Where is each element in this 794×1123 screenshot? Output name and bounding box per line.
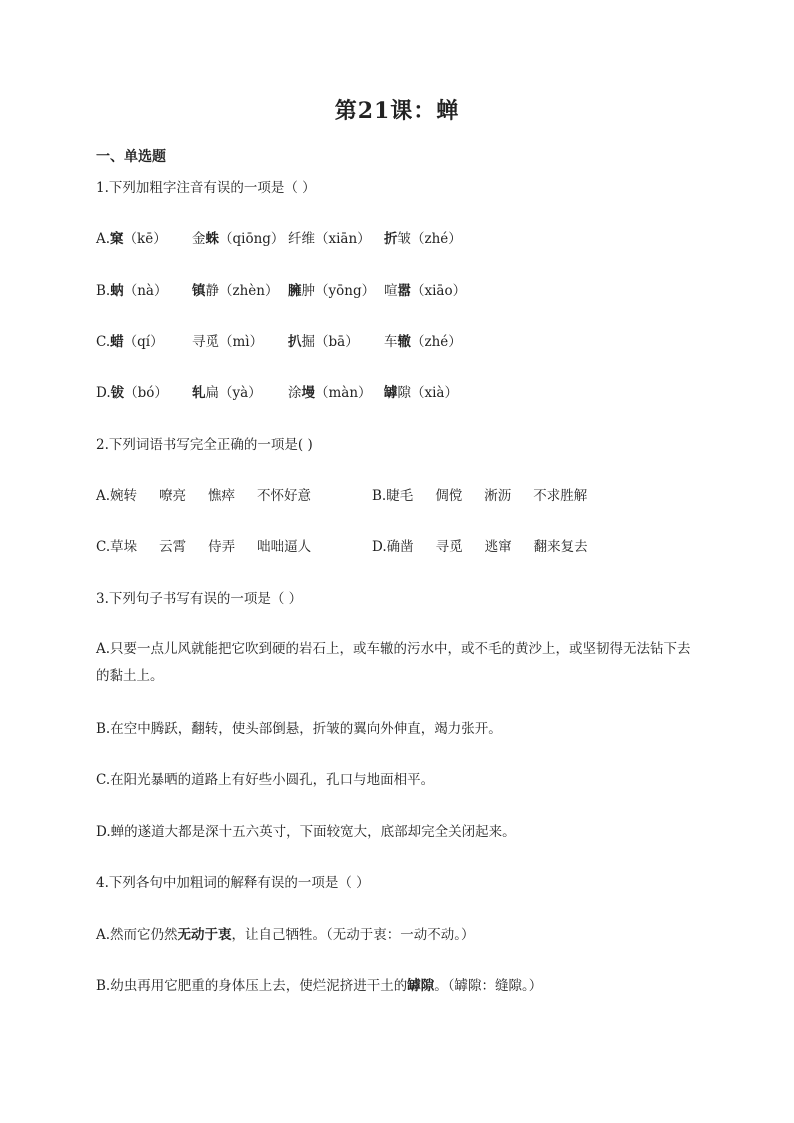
page-title: 第21课：蝉	[334, 98, 460, 124]
q3-option-c: C.在阳光暴晒的道路上有好些小圆孔，孔口与地面相平。	[96, 772, 435, 788]
q2-option-d	[372, 537, 610, 557]
q1-a-item-4: 折皱（zhé）	[384, 231, 462, 247]
question-4-stem: 4.下列各句中加粗词的解释有误的一项是（ ）	[96, 875, 370, 891]
q2-b-word-1: B.睫毛	[372, 488, 414, 504]
q2-a-word-4: 不怀好意	[257, 488, 312, 504]
q2-a-word-1: A.婉转	[96, 488, 138, 504]
q1-a-item-3: 纤维（xiān）	[288, 231, 371, 247]
q2-c-word-3: 侍弄	[208, 539, 236, 555]
q4-a-prefix: A.然而它仍然	[96, 927, 178, 943]
q1-b-item-4: 喧嚣（xiāo）	[384, 283, 467, 299]
q4-option-a	[96, 925, 475, 945]
question-2-stem: 2.下列词语书写完全正确的一项是( )	[96, 437, 313, 453]
q1-option-a	[96, 229, 462, 249]
q4-a-bold-term: 无动于衷	[177, 927, 232, 943]
q2-c-word-2: 云霄	[159, 539, 187, 555]
q1-c-item-3: 扒掘（bā）	[288, 334, 359, 350]
q2-option-a	[96, 486, 372, 506]
q4-b-prefix: B.幼虫再用它肥重的身体压上去，使烂泥挤进干土的	[96, 978, 408, 994]
q1-a-item-1: A.窠（kē）	[96, 231, 167, 247]
q4-b-suffix: 。（罅隙：缝隙。）	[434, 978, 543, 994]
q4-a-suffix: ，让自己牺牲。（无动于衷：一动不动。）	[231, 927, 475, 943]
q2-a-word-3: 憔瘁	[208, 488, 236, 504]
q1-b-item-3: 臃肿（yōng）	[288, 283, 376, 299]
q1-option-d	[96, 383, 458, 403]
q4-option-b	[96, 976, 542, 996]
q2-d-word-3: 逃窜	[484, 539, 512, 555]
q1-option-b	[96, 281, 466, 301]
q1-b-item-2: 镇静（zhèn）	[192, 283, 279, 299]
q3-option-a: A.只要一点儿风就能把它吹到硬的岩石上，或车辙的污水中，或不毛的黄沙上，或坚韧得无法钻下去的黏土上。	[96, 641, 691, 684]
q1-d-item-2: 轧扁（yà）	[192, 385, 262, 401]
q1-c-item-1: C.蜡（qí）	[96, 334, 164, 350]
q2-a-word-2: 嘹亮	[159, 488, 187, 504]
q2-b-word-3: 淅沥	[484, 488, 512, 504]
section-heading: 一、单选题	[96, 149, 166, 165]
q2-d-word-2: 寻觅	[435, 539, 463, 555]
q2-d-word-1: D.确凿	[372, 539, 414, 555]
q3-option-d: D.蝉的遂道大都是深十五六英寸，下面较宽大，底部却完全关闭起来。	[96, 824, 516, 840]
q2-d-word-4: 翻来复去	[533, 539, 588, 555]
q1-c-item-4: 车辙（zhé）	[384, 334, 462, 350]
q2-b-word-4: 不求胜解	[533, 488, 588, 504]
q4-b-bold-term: 罅隙	[407, 978, 435, 994]
q2-c-word-1: C.草垛	[96, 539, 138, 555]
question-1-stem: 1.下列加粗字注音有误的一项是（ ）	[96, 180, 316, 196]
q2-option-c	[96, 537, 372, 557]
q1-d-item-1: D.钹（bó）	[96, 385, 168, 401]
q1-d-item-4: 罅隙（xià）	[384, 385, 458, 401]
q1-a-item-2: 金蛛（qiōng）	[192, 231, 285, 247]
q2-options-ab	[96, 486, 609, 506]
q2-option-b	[372, 486, 609, 506]
q1-c-item-2: 寻觅（mì）	[192, 334, 264, 350]
q2-options-cd	[96, 537, 610, 557]
q2-c-word-4: 咄咄逼人	[257, 539, 312, 555]
q3-option-b: B.在空中腾跃，翻转，使头部倒悬，折皱的翼向外伸直，竭力张开。	[96, 721, 502, 737]
q1-d-item-3: 涂墁（màn）	[288, 385, 372, 401]
q1-option-c	[96, 332, 462, 352]
q1-b-item-1: B.蚋（nà）	[96, 283, 168, 299]
question-3-stem: 3.下列句子书写有误的一项是（ ）	[96, 591, 303, 607]
q2-b-word-2: 倜傥	[435, 488, 463, 504]
